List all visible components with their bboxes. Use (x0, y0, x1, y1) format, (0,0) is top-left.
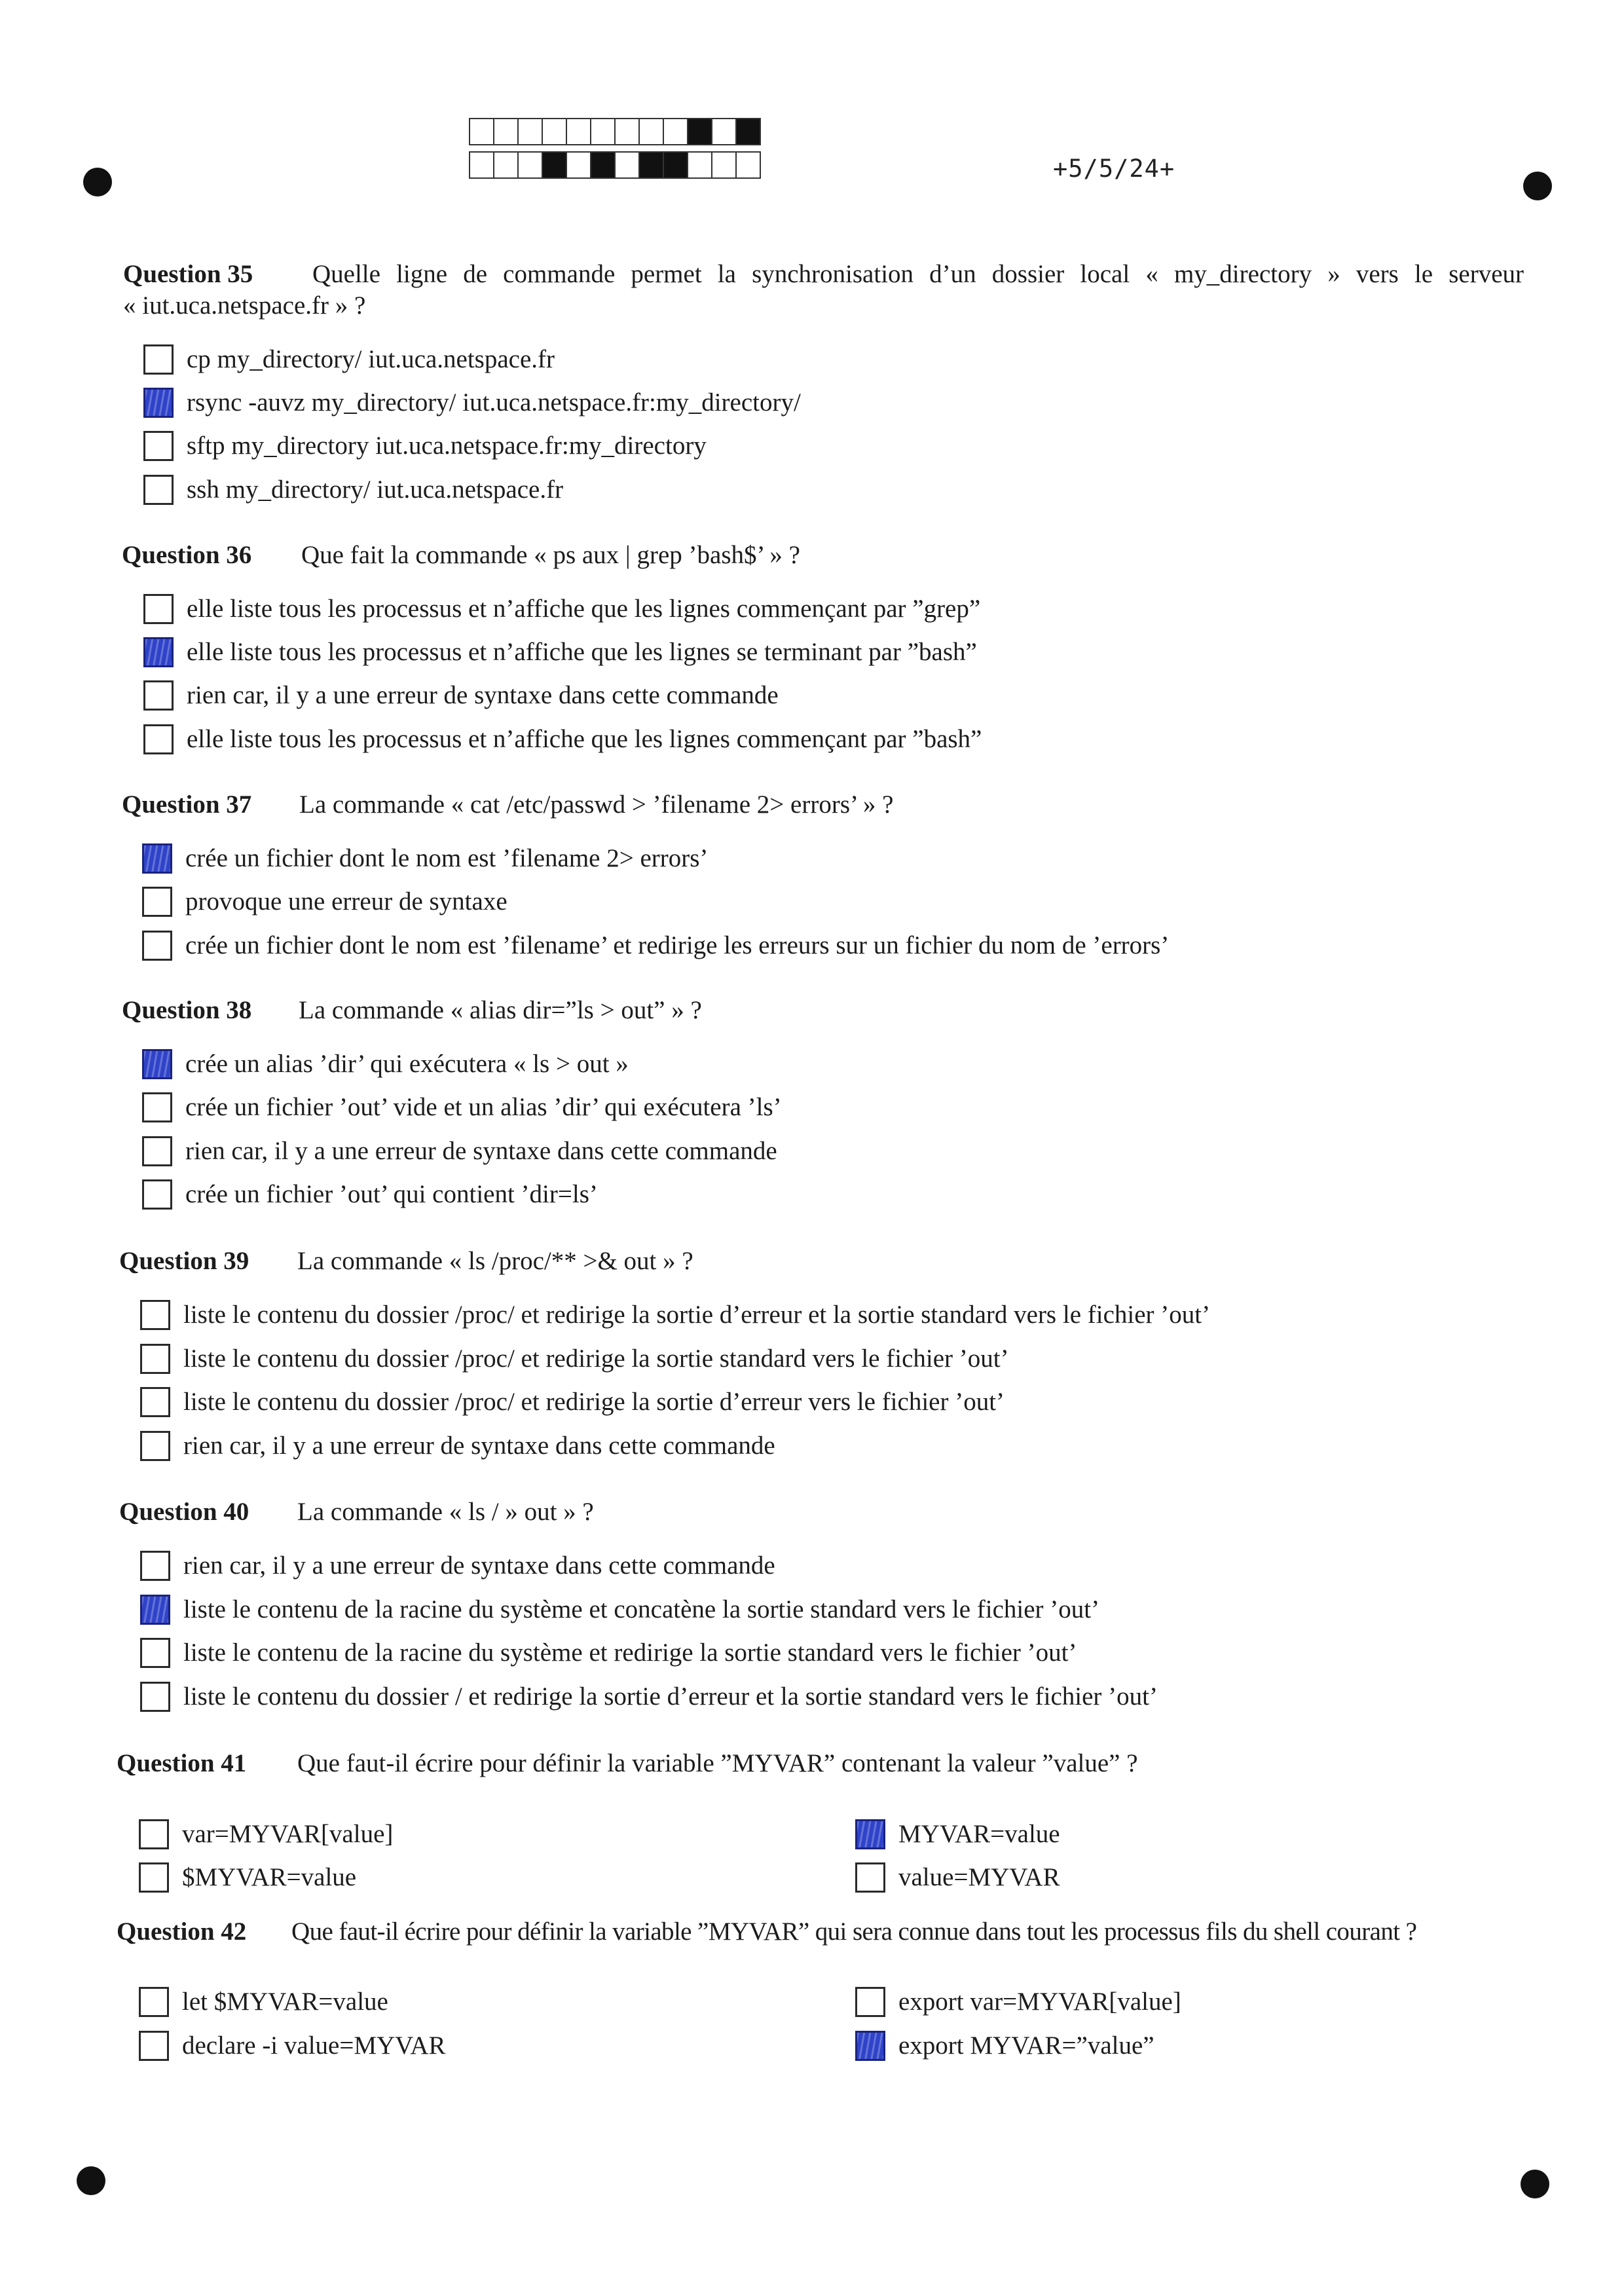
answer-label: export var=MYVAR[value] (898, 1988, 1181, 2016)
answer-38-b[interactable] (142, 1091, 782, 1124)
question-38-text: La commande « alias dir=”ls > out” » ? (299, 996, 702, 1024)
answer-41-a[interactable] (139, 1818, 393, 1851)
question-35-text-cont: « iut.uca.netspace.fr » ? (123, 291, 366, 320)
code-cell (638, 118, 664, 145)
answer-40-d[interactable] (140, 1680, 1158, 1713)
answer-checkbox[interactable] (143, 680, 174, 711)
answer-42-b[interactable] (139, 2029, 446, 2062)
answer-checkbox[interactable] (143, 388, 174, 418)
question-41-text: Que faut-il écrire pour définir la variable ”MYVAR” contenant la valeur ”value” ? (297, 1749, 1138, 1777)
code-cell (614, 118, 640, 145)
code-cell (493, 151, 519, 179)
question-number: Question 38 (122, 996, 252, 1024)
question-41-number (117, 1749, 246, 1779)
code-cell (590, 118, 616, 145)
answer-checkbox[interactable] (142, 1092, 172, 1122)
answer-label: MYVAR=value (898, 1820, 1060, 1848)
answer-label: crée un fichier ’out’ vide et un alias ’dir’ qui exécutera ’ls’ (185, 1093, 782, 1121)
page-id-code-row (469, 151, 760, 181)
answer-label: cp my_directory/ iut.uca.netspace.fr (187, 345, 555, 373)
code-cell (663, 151, 688, 179)
answer-label: liste le contenu de la racine du système et concatène la sortie standard vers le fichier ’out’ (183, 1595, 1100, 1623)
answer-checkbox[interactable] (142, 1049, 172, 1079)
answer-label: value=MYVAR (898, 1863, 1060, 1891)
answer-42-a[interactable] (139, 1986, 388, 2018)
answer-35-d[interactable] (143, 473, 563, 506)
answer-40-b[interactable] (140, 1593, 1099, 1626)
answer-checkbox[interactable] (142, 931, 172, 961)
question-number: Question 41 (117, 1749, 247, 1777)
question-39-number (119, 1246, 249, 1276)
question-36-number (122, 540, 251, 570)
answer-label: rien car, il y a une erreur de syntaxe dans cette commande (187, 681, 779, 709)
answer-37-c[interactable] (142, 929, 1169, 962)
answer-checkbox[interactable] (140, 1387, 170, 1417)
question-35-text: Quelle ligne de commande permet la synchronisation d’un dossier local « my_directory » vers le serveur (312, 260, 1524, 288)
answer-35-a[interactable] (143, 343, 555, 376)
answer-label: ssh my_directory/ iut.uca.netspace.fr (187, 475, 564, 504)
answer-checkbox[interactable] (142, 1179, 172, 1210)
answer-label: crée un fichier dont le nom est ’filename’ et redirige les erreurs sur un fichier du nom de ’errors’ (185, 931, 1170, 959)
answer-checkbox[interactable] (142, 887, 172, 917)
question-37-text: La commande « cat /etc/passwd > ’filename 2> errors’ » ? (299, 790, 894, 819)
answer-label: $MYVAR=value (182, 1863, 357, 1891)
code-cell (663, 118, 688, 145)
question-36-text: Que fait la commande « ps aux | grep ’bash$’ » ? (301, 541, 800, 569)
answer-label: crée un fichier ’out’ qui contient ’dir=ls’ (185, 1180, 598, 1208)
answer-checkbox[interactable] (139, 1819, 169, 1849)
question-number: Question 35 (123, 260, 253, 288)
question-number: Question 36 (122, 541, 252, 569)
answer-label: liste le contenu du dossier /proc/ et redirige la sortie d’erreur vers le fichier ’out’ (183, 1388, 1005, 1416)
answer-37-b[interactable] (142, 885, 507, 918)
question-42-number (117, 1917, 246, 1947)
code-cell (735, 151, 761, 179)
answer-label: var=MYVAR[value] (182, 1820, 394, 1848)
page-id-code (469, 118, 760, 185)
answer-checkbox[interactable] (140, 1344, 170, 1374)
answer-label: let $MYVAR=value (182, 1988, 388, 2016)
answer-checkbox[interactable] (855, 1819, 885, 1849)
code-cell (469, 118, 494, 145)
answer-label: elle liste tous les processus et n’affiche que les lignes se terminant par ”bash” (187, 638, 977, 666)
answer-39-c[interactable] (140, 1386, 1005, 1418)
answer-label: liste le contenu du dossier /proc/ et redirige la sortie d’erreur et la sortie standard vers le fichier ’out’ (183, 1301, 1211, 1329)
answer-35-c[interactable] (143, 430, 707, 462)
question-35-number (123, 259, 253, 289)
corner-mark-top-right (1523, 172, 1552, 200)
answer-36-a[interactable] (143, 593, 980, 625)
code-cell (687, 151, 712, 179)
corner-mark-bottom-right (1521, 2170, 1549, 2198)
answer-checkbox[interactable] (143, 344, 174, 375)
answer-label: rien car, il y a une erreur de syntaxe dans cette commande (185, 1137, 777, 1165)
answer-label: elle liste tous les processus et n’affiche que les lignes commençant par ”bash” (187, 725, 982, 753)
answer-checkbox[interactable] (855, 2031, 885, 2061)
answer-36-b[interactable] (143, 636, 977, 669)
question-40-text: La commande « ls / » out » ? (297, 1498, 594, 1526)
answer-label: export MYVAR=”value” (898, 2031, 1154, 2060)
answer-checkbox[interactable] (140, 1638, 170, 1668)
code-cell (590, 151, 616, 179)
code-cell (542, 118, 567, 145)
code-cell (469, 151, 494, 179)
code-cell (493, 118, 519, 145)
answer-label: crée un alias ’dir’ qui exécutera « ls > out » (185, 1050, 629, 1078)
code-cell (542, 151, 567, 179)
answer-checkbox[interactable] (143, 637, 174, 667)
answer-label: rien car, il y a une erreur de syntaxe dans cette commande (183, 1432, 775, 1460)
code-cell (638, 151, 664, 179)
answer-38-a[interactable] (142, 1048, 629, 1081)
code-cell (517, 151, 543, 179)
question-40-number (119, 1497, 249, 1527)
corner-mark-top-left (83, 168, 112, 196)
answer-checkbox[interactable] (140, 1300, 170, 1330)
question-42-text: Que faut-il écrire pour définir la variable ”MYVAR” qui sera connue dans tout les processus fils du shell courant ? (291, 1917, 1417, 1946)
answer-checkbox[interactable] (140, 1551, 170, 1581)
answer-36-d[interactable] (143, 723, 982, 756)
code-cell (711, 151, 737, 179)
answer-40-c[interactable] (140, 1637, 1077, 1669)
answer-checkbox[interactable] (855, 1862, 885, 1893)
answer-label: provoque une erreur de syntaxe (185, 887, 507, 916)
answer-label: declare -i value=MYVAR (182, 2031, 446, 2060)
answer-36-c[interactable] (143, 679, 779, 712)
answer-checkbox[interactable] (143, 475, 174, 505)
answer-checkbox[interactable] (140, 1682, 170, 1712)
answer-checkbox[interactable] (140, 1431, 170, 1461)
answer-40-a[interactable] (140, 1549, 775, 1582)
code-cell (687, 118, 712, 145)
answer-35-b[interactable] (143, 386, 801, 419)
code-cell (517, 118, 543, 145)
question-number: Question 42 (117, 1917, 247, 1946)
page-id-code-row (469, 118, 760, 148)
answer-41-b[interactable] (139, 1861, 356, 1894)
answer-checkbox[interactable] (143, 431, 174, 461)
question-39-text: La commande « ls /proc/** >& out » ? (297, 1247, 693, 1275)
answer-checkbox[interactable] (143, 724, 174, 754)
answer-label: elle liste tous les processus et n’affiche que les lignes commençant par ”grep” (187, 595, 981, 623)
page-id-label: +5/5/24+ (1053, 155, 1175, 183)
answer-39-a[interactable] (140, 1299, 1210, 1331)
corner-mark-bottom-left (77, 2166, 105, 2195)
answer-label: sftp my_directory iut.uca.netspace.fr:my_directory (187, 432, 707, 460)
answer-label: rsync -auvz my_directory/ iut.uca.netspace.fr:my_directory/ (187, 388, 801, 417)
answer-label: liste le contenu du dossier /proc/ et redirige la sortie standard vers le fichier ’out’ (183, 1344, 1009, 1373)
question-number: Question 39 (119, 1247, 249, 1275)
code-cell (711, 118, 737, 145)
question-number: Question 37 (122, 790, 252, 819)
question-37-number (122, 790, 251, 820)
answer-39-b[interactable] (140, 1342, 1009, 1375)
answer-checkbox[interactable] (142, 843, 172, 874)
code-cell (566, 151, 591, 179)
code-cell (735, 118, 761, 145)
answer-42-c[interactable] (855, 1986, 1181, 2018)
answer-41-c[interactable] (855, 1818, 1060, 1851)
code-cell (614, 151, 640, 179)
answer-checkbox[interactable] (855, 1987, 885, 2017)
answer-38-d[interactable] (142, 1178, 598, 1211)
question-number: Question 40 (119, 1498, 249, 1526)
answer-39-d[interactable] (140, 1430, 775, 1462)
answer-label: crée un fichier dont le nom est ’filename 2> errors’ (185, 844, 709, 872)
answer-38-c[interactable] (142, 1135, 777, 1168)
answer-label: liste le contenu du dossier / et redirige la sortie d’erreur et la sortie standard vers le fichier ’out’ (183, 1682, 1158, 1711)
answer-checkbox[interactable] (143, 594, 174, 624)
answer-checkbox[interactable] (140, 1595, 170, 1625)
code-cell (566, 118, 591, 145)
answer-label: liste le contenu de la racine du système et redirige la sortie standard vers le fichier ’out’ (183, 1639, 1077, 1667)
question-38-number (122, 995, 251, 1026)
answer-checkbox[interactable] (142, 1136, 172, 1166)
answer-label: rien car, il y a une erreur de syntaxe dans cette commande (183, 1551, 775, 1580)
answer-checkbox[interactable] (139, 2031, 169, 2061)
answer-checkbox[interactable] (139, 1862, 169, 1893)
answer-checkbox[interactable] (139, 1987, 169, 2017)
answer-42-d[interactable] (855, 2029, 1154, 2062)
answer-41-d[interactable] (855, 1861, 1060, 1894)
answer-37-a[interactable] (142, 842, 708, 875)
